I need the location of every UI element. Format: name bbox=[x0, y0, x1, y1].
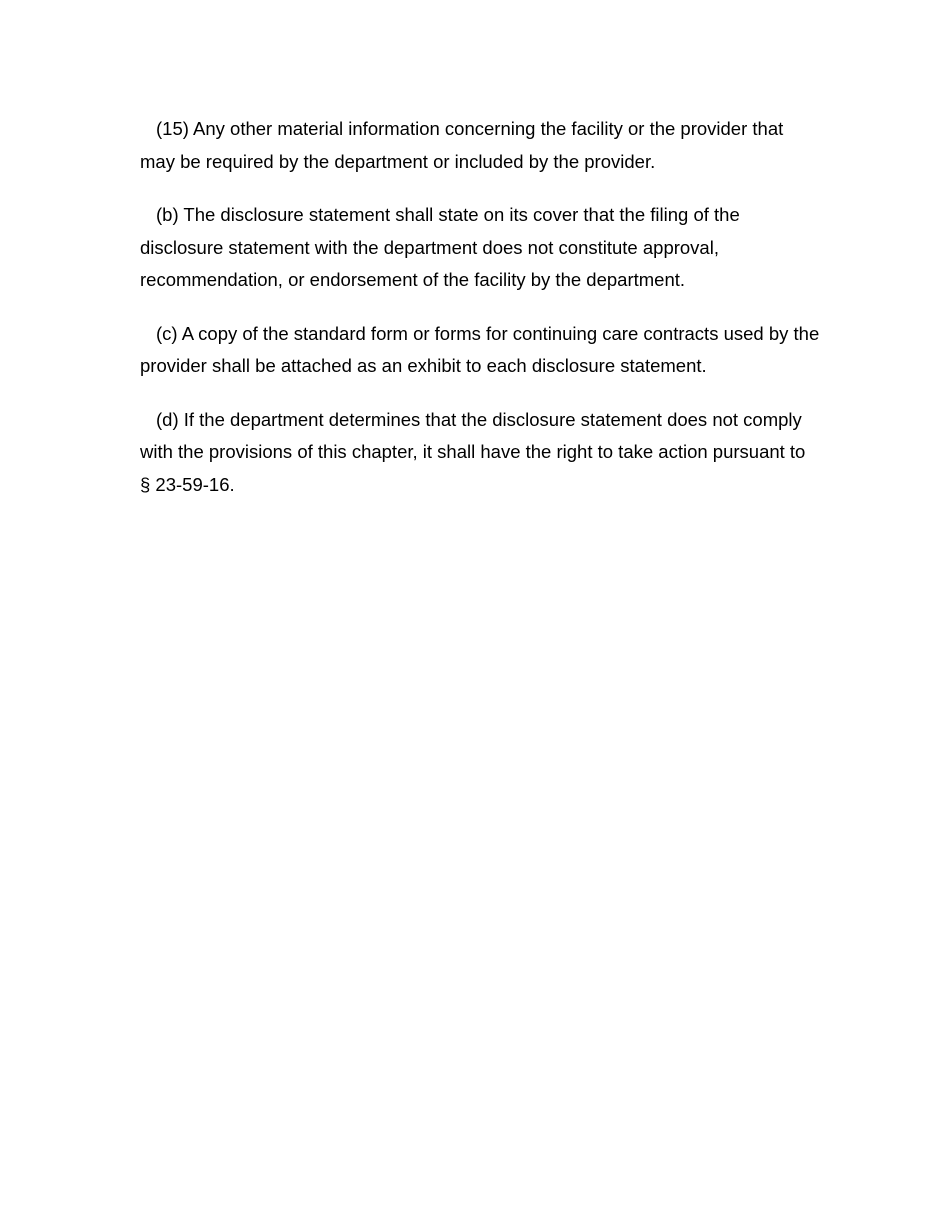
paragraph-item-15: (15) Any other material information concerning the facility or the provider that may be required by the department or included by the provider. bbox=[140, 118, 784, 172]
paragraph-b: (b) The disclosure statement shall state on its cover that the filing of the disclosure statement with the department does not constitute approval, recommendation, or endorsement of the facility by the department. bbox=[140, 204, 740, 290]
paragraph-d: (d) If the department determines that the disclosure statement does not comply with the provisions of this chapter, it shall have the right to take action pursuant to § 23-59-16. bbox=[140, 408, 806, 495]
document-body bbox=[140, 113, 820, 522]
paragraph-c: (c) A copy of the standard form or forms for continuing care contracts used by the provider shall be attached as an exhibit to each disclosure statement. bbox=[140, 322, 820, 376]
